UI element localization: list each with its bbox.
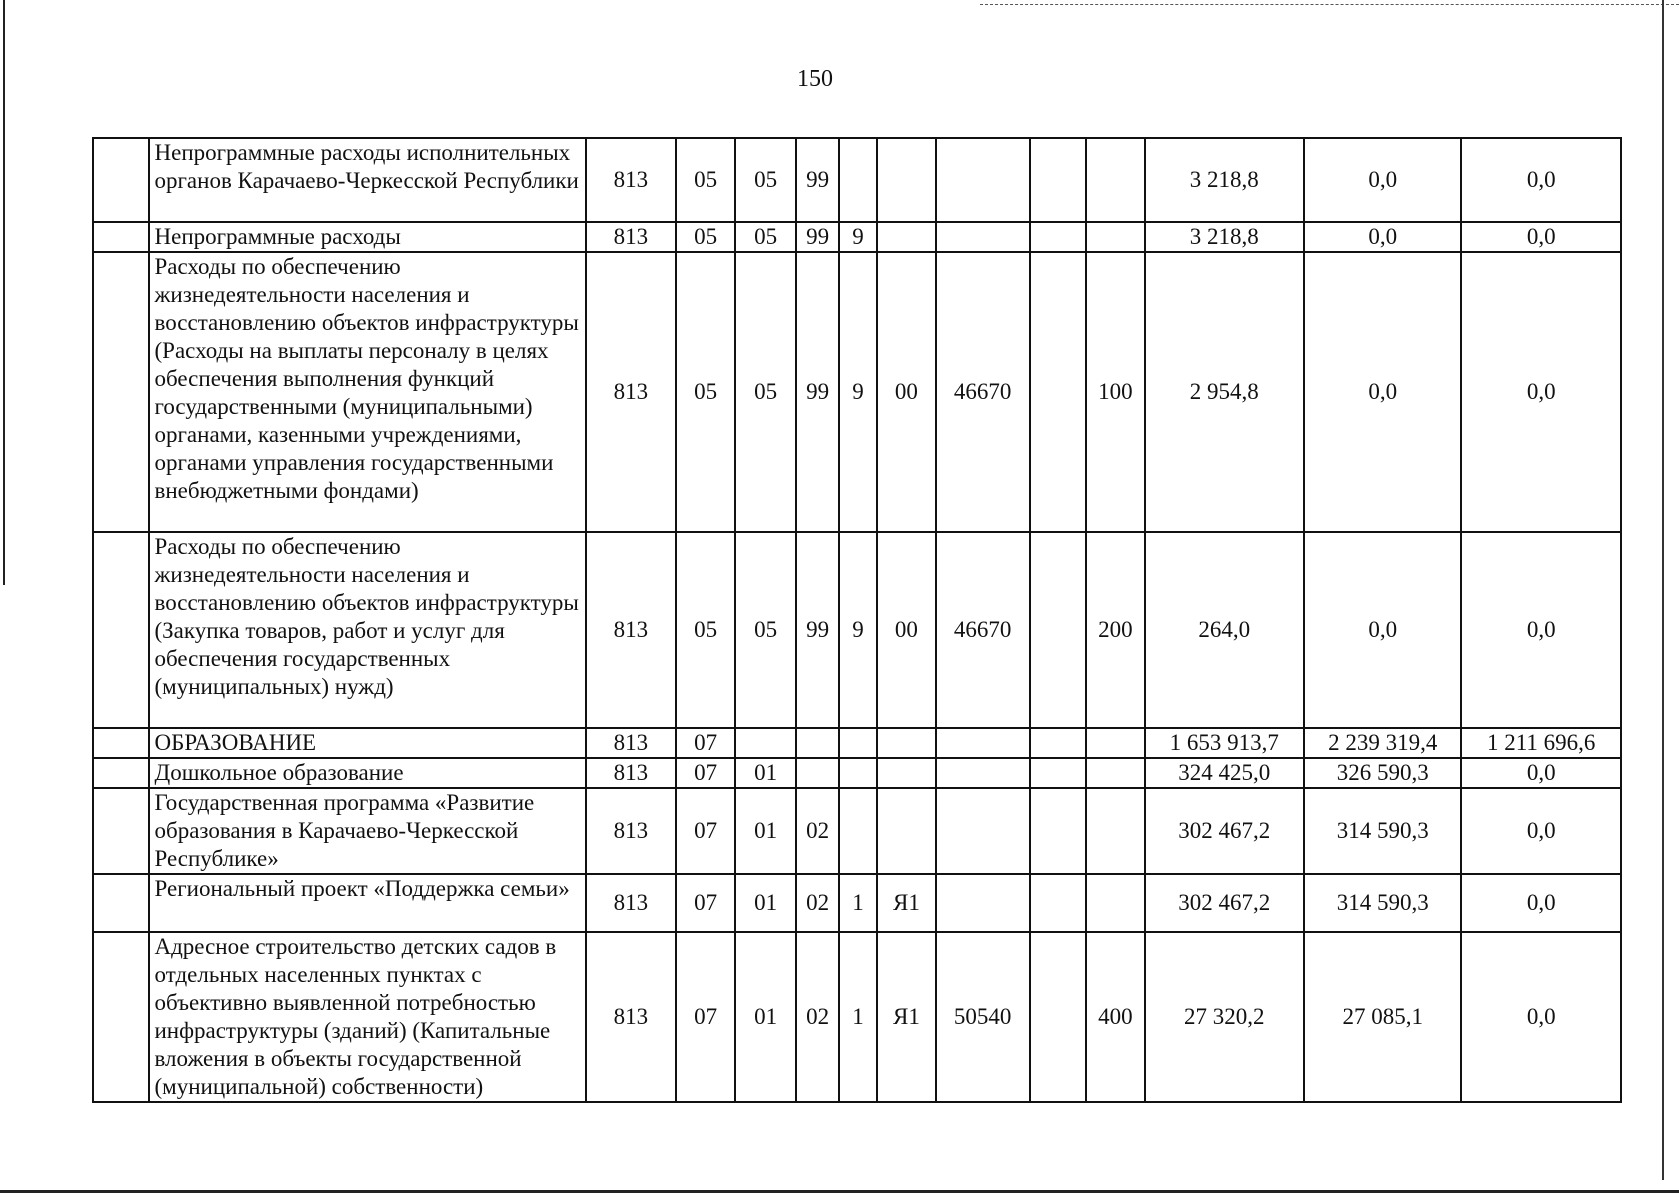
- amount-year-3: 0,0: [1461, 788, 1621, 874]
- amount-year-3: 0,0: [1461, 874, 1621, 932]
- code-event: [877, 138, 936, 222]
- code-direction: 46670: [936, 252, 1030, 532]
- amount-year-1: 302 467,2: [1145, 788, 1304, 874]
- code-extra: [1030, 222, 1087, 252]
- code-program: 02: [796, 932, 838, 1102]
- amount-year-1: 2 954,8: [1145, 252, 1304, 532]
- row-description: Адресное строительство детских садов в отдельных населенных пунктах с объективно выявленной потребностью инфраструктуры (зданий) (Капитальные вложения в объекты государственной (муниципальной) собственности): [149, 932, 586, 1102]
- code-ministry: 813: [586, 532, 677, 728]
- code-expense-type: [1086, 728, 1145, 758]
- amount-year-2: 27 085,1: [1304, 932, 1461, 1102]
- amount-year-2: 314 590,3: [1304, 788, 1461, 874]
- code-event: Я1: [877, 874, 936, 932]
- amount-year-3: 0,0: [1461, 532, 1621, 728]
- code-program: 99: [796, 138, 838, 222]
- code-program: 02: [796, 874, 838, 932]
- code-program: [796, 758, 838, 788]
- code-direction: 50540: [936, 932, 1030, 1102]
- code-section: 05: [676, 222, 735, 252]
- code-event: [877, 728, 936, 758]
- code-extra: [1030, 532, 1087, 728]
- code-subprogram: 9: [839, 532, 877, 728]
- amount-year-1: 3 218,8: [1145, 222, 1304, 252]
- code-direction: [936, 728, 1030, 758]
- code-expense-type: [1086, 874, 1145, 932]
- code-direction: [936, 874, 1030, 932]
- code-subprogram: [839, 138, 877, 222]
- code-expense-type: [1086, 138, 1145, 222]
- code-event: Я1: [877, 932, 936, 1102]
- code-extra: [1030, 932, 1087, 1102]
- row-description: Расходы по обеспечению жизнедеятельности населения и восстановлению объектов инфраструктуры (Расходы на выплаты персоналу в целях обеспечения выполнения функций государственными (муниципальными) органами, казенными учреждениями, органами управления государственными внебюджетными фондами): [149, 252, 586, 532]
- code-direction: [936, 758, 1030, 788]
- code-subsection: [735, 728, 797, 758]
- amount-year-3: 0,0: [1461, 758, 1621, 788]
- code-section: 07: [676, 932, 735, 1102]
- row-description: Непрограммные расходы: [149, 222, 586, 252]
- code-subsection: 05: [735, 532, 797, 728]
- code-expense-type: [1086, 758, 1145, 788]
- code-ministry: 813: [586, 728, 677, 758]
- code-expense-type: 100: [1086, 252, 1145, 532]
- page-number: 150: [797, 66, 833, 92]
- code-event: [877, 222, 936, 252]
- amount-year-2: 0,0: [1304, 532, 1461, 728]
- amount-year-2: 326 590,3: [1304, 758, 1461, 788]
- row-description: Региональный проект «Поддержка семьи»: [149, 874, 586, 932]
- row-description: Непрограммные расходы исполнительных органов Карачаево-Черкесской Республики: [149, 138, 586, 222]
- code-program: 99: [796, 222, 838, 252]
- code-section: 07: [676, 874, 735, 932]
- row-index: [93, 788, 149, 874]
- scan-edge-bottom: [0, 1190, 1679, 1193]
- table-row: [93, 788, 1621, 874]
- code-extra: [1030, 138, 1087, 222]
- row-index: [93, 222, 149, 252]
- amount-year-3: 1 211 696,6: [1461, 728, 1621, 758]
- code-extra: [1030, 874, 1087, 932]
- row-index: [93, 728, 149, 758]
- table-row: [93, 874, 1621, 932]
- code-subsection: 05: [735, 138, 797, 222]
- code-direction: [936, 138, 1030, 222]
- table-row: [93, 138, 1621, 222]
- amount-year-1: 3 218,8: [1145, 138, 1304, 222]
- table-row: [93, 222, 1621, 252]
- table-row: [93, 252, 1621, 532]
- code-program: 99: [796, 252, 838, 532]
- code-extra: [1030, 252, 1087, 532]
- code-direction: 46670: [936, 532, 1030, 728]
- row-index: [93, 932, 149, 1102]
- code-subsection: 01: [735, 758, 797, 788]
- code-subprogram: [839, 758, 877, 788]
- table-row: [93, 758, 1621, 788]
- amount-year-1: 324 425,0: [1145, 758, 1304, 788]
- code-extra: [1030, 728, 1087, 758]
- code-subprogram: [839, 788, 877, 874]
- amount-year-1: 27 320,2: [1145, 932, 1304, 1102]
- table-row: [93, 932, 1621, 1102]
- code-section: 07: [676, 728, 735, 758]
- scan-edge-top: [980, 4, 1679, 5]
- code-ministry: 813: [586, 222, 677, 252]
- code-section: 05: [676, 252, 735, 532]
- table-row: [93, 728, 1621, 758]
- code-ministry: 813: [586, 874, 677, 932]
- amount-year-1: 302 467,2: [1145, 874, 1304, 932]
- code-section: 07: [676, 758, 735, 788]
- budget-table: [92, 137, 1622, 1103]
- row-index: [93, 874, 149, 932]
- row-description: Расходы по обеспечению жизнедеятельности населения и восстановлению объектов инфраструктуры (Закупка товаров, работ и услуг для обеспечения государственных (муниципальных) нужд): [149, 532, 586, 728]
- code-subprogram: [839, 728, 877, 758]
- code-expense-type: 200: [1086, 532, 1145, 728]
- row-index: [93, 138, 149, 222]
- amount-year-3: 0,0: [1461, 252, 1621, 532]
- amount-year-1: 1 653 913,7: [1145, 728, 1304, 758]
- code-expense-type: [1086, 222, 1145, 252]
- row-description: Государственная программа «Развитие образования в Карачаево-Черкесской Республике»: [149, 788, 586, 874]
- amount-year-2: 2 239 319,4: [1304, 728, 1461, 758]
- code-subprogram: 9: [839, 252, 877, 532]
- code-extra: [1030, 758, 1087, 788]
- code-subsection: 05: [735, 252, 797, 532]
- row-index: [93, 252, 149, 532]
- code-section: 07: [676, 788, 735, 874]
- code-subsection: 01: [735, 932, 797, 1102]
- code-event: [877, 758, 936, 788]
- code-ministry: 813: [586, 932, 677, 1102]
- code-expense-type: [1086, 788, 1145, 874]
- code-section: 05: [676, 138, 735, 222]
- code-program: 02: [796, 788, 838, 874]
- amount-year-3: 0,0: [1461, 222, 1621, 252]
- amount-year-3: 0,0: [1461, 138, 1621, 222]
- code-event: 00: [877, 532, 936, 728]
- code-program: 99: [796, 532, 838, 728]
- code-ministry: 813: [586, 758, 677, 788]
- amount-year-2: 0,0: [1304, 252, 1461, 532]
- code-subprogram: 1: [839, 932, 877, 1102]
- row-index: [93, 758, 149, 788]
- code-section: 05: [676, 532, 735, 728]
- code-direction: [936, 222, 1030, 252]
- code-subsection: 01: [735, 788, 797, 874]
- code-subprogram: 1: [839, 874, 877, 932]
- amount-year-2: 0,0: [1304, 222, 1461, 252]
- code-ministry: 813: [586, 138, 677, 222]
- amount-year-2: 0,0: [1304, 138, 1461, 222]
- code-subsection: 05: [735, 222, 797, 252]
- row-index: [93, 532, 149, 728]
- table-row: [93, 532, 1621, 728]
- amount-year-2: 314 590,3: [1304, 874, 1461, 932]
- code-ministry: 813: [586, 252, 677, 532]
- code-direction: [936, 788, 1030, 874]
- code-ministry: 813: [586, 788, 677, 874]
- amount-year-1: 264,0: [1145, 532, 1304, 728]
- code-expense-type: 400: [1086, 932, 1145, 1102]
- code-subprogram: 9: [839, 222, 877, 252]
- row-description: ОБРАЗОВАНИЕ: [149, 728, 586, 758]
- code-program: [796, 728, 838, 758]
- code-subsection: 01: [735, 874, 797, 932]
- code-event: [877, 788, 936, 874]
- row-description: Дошкольное образование: [149, 758, 586, 788]
- code-extra: [1030, 788, 1087, 874]
- scan-edge-right: [1662, 0, 1664, 1180]
- amount-year-3: 0,0: [1461, 932, 1621, 1102]
- code-event: 00: [877, 252, 936, 532]
